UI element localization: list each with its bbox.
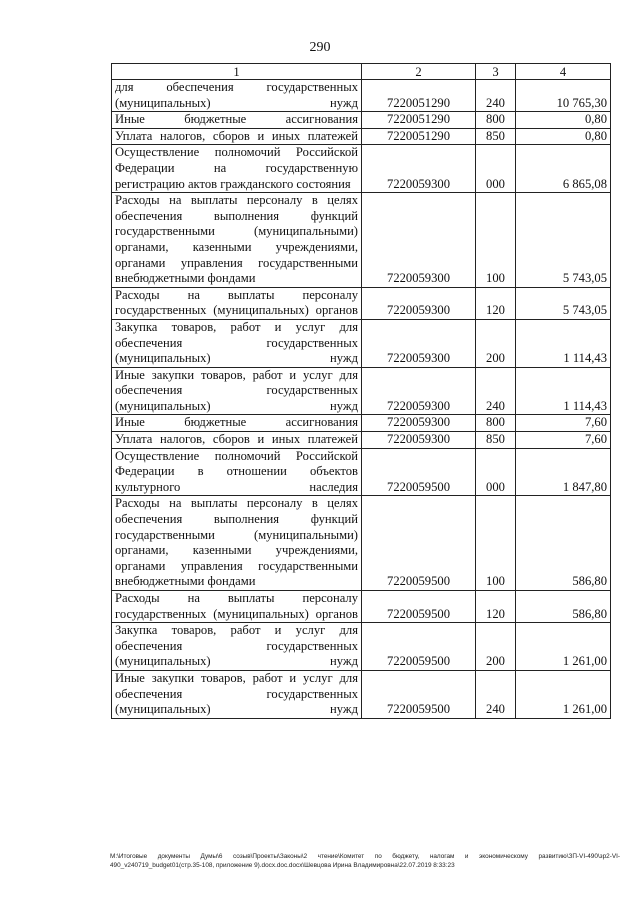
row-code-cell: 7220059300 — [362, 193, 476, 288]
table-row — [112, 112, 611, 129]
file-path-footer: M:\Итоговые документы Думы\6 созыв\Проекты\Законы\2 чтение\Комитет по бюджету, налогам и экономическому развитию\ЗП-VI-490\зр2-VI-490_v240719_budget01(стр.35-108, приложение 9).docx.doc.docx\Шевцова Ирина Владимировна\22.07.2019 8:33:23 — [110, 853, 620, 869]
row-amount-cell: 0,80 — [516, 112, 611, 129]
row-type-cell: 120 — [476, 287, 516, 319]
row-amount-cell: 7,60 — [516, 432, 611, 449]
row-code-cell: 7220059300 — [362, 432, 476, 449]
row-name-cell: Уплата налогов, сборов и иных платежей — [112, 128, 362, 145]
table-row — [112, 670, 611, 718]
row-amount-cell: 7,60 — [516, 415, 611, 432]
table-row — [112, 128, 611, 145]
table-row — [112, 448, 611, 496]
row-type-cell: 200 — [476, 623, 516, 671]
row-code-cell: 7220059500 — [362, 623, 476, 671]
row-amount-cell: 586,80 — [516, 496, 611, 591]
table-row — [112, 287, 611, 319]
row-code-cell: 7220059500 — [362, 496, 476, 591]
row-amount-cell: 6 865,08 — [516, 145, 611, 193]
row-type-cell: 000 — [476, 145, 516, 193]
row-name-cell: Расходы на выплаты персоналу государственных (муниципальных) органов — [112, 591, 362, 623]
column-header: 2 — [362, 64, 476, 80]
row-amount-cell: 5 743,05 — [516, 193, 611, 288]
table-row — [112, 145, 611, 193]
table-row — [112, 496, 611, 591]
row-name-cell: Иные закупки товаров, работ и услуг для обеспечения государственных (муниципальных) нужд — [112, 367, 362, 415]
table-row — [112, 319, 611, 367]
table-row — [112, 415, 611, 432]
table-row — [112, 623, 611, 671]
row-name-cell: Осуществление полномочий Российской Федерации на государственную регистрацию актов гражданского состояния — [112, 145, 362, 193]
row-code-cell: 7220059300 — [362, 145, 476, 193]
row-name-cell: Осуществление полномочий Российской Федерации в отношении объектов культурного наследия — [112, 448, 362, 496]
row-amount-cell: 1 114,43 — [516, 319, 611, 367]
row-type-cell: 800 — [476, 112, 516, 129]
table-header-row — [112, 64, 611, 80]
row-code-cell: 7220059300 — [362, 319, 476, 367]
row-name-cell: Расходы на выплаты персоналу государственных (муниципальных) органов — [112, 287, 362, 319]
row-type-cell: 200 — [476, 319, 516, 367]
page-number: 290 — [309, 40, 331, 55]
column-header: 3 — [476, 64, 516, 80]
row-type-cell: 850 — [476, 128, 516, 145]
row-name-cell: Расходы на выплаты персоналу в целях обеспечения выполнения функций государственными (муниципальными) органами, казенными учреждениями, органами управления государственными внебюджетными фондами — [112, 496, 362, 591]
row-type-cell: 100 — [476, 496, 516, 591]
row-amount-cell: 5 743,05 — [516, 287, 611, 319]
row-type-cell: 240 — [476, 670, 516, 718]
column-header: 4 — [516, 64, 611, 80]
table-row — [112, 367, 611, 415]
row-code-cell: 7220059500 — [362, 670, 476, 718]
row-name-cell: Иные бюджетные ассигнования — [112, 415, 362, 432]
row-amount-cell: 1 114,43 — [516, 367, 611, 415]
row-code-cell: 7220059300 — [362, 287, 476, 319]
row-amount-cell: 0,80 — [516, 128, 611, 145]
row-amount-cell: 1 261,00 — [516, 670, 611, 718]
row-name-cell: Иные бюджетные ассигнования — [112, 112, 362, 129]
row-code-cell: 7220059500 — [362, 591, 476, 623]
row-type-cell: 000 — [476, 448, 516, 496]
table-row — [112, 80, 611, 112]
row-type-cell: 100 — [476, 193, 516, 288]
row-name-cell: для обеспечения государственных (муниципальных) нужд — [112, 80, 362, 112]
row-type-cell: 240 — [476, 80, 516, 112]
row-name-cell: Уплата налогов, сборов и иных платежей — [112, 432, 362, 449]
budget-table — [111, 63, 611, 719]
row-name-cell: Иные закупки товаров, работ и услуг для обеспечения государственных (муниципальных) нужд — [112, 670, 362, 718]
table-row — [112, 432, 611, 449]
row-name-cell: Закупка товаров, работ и услуг для обеспечения государственных (муниципальных) нужд — [112, 319, 362, 367]
row-amount-cell: 1 261,00 — [516, 623, 611, 671]
row-type-cell: 120 — [476, 591, 516, 623]
row-code-cell: 7220051290 — [362, 128, 476, 145]
column-header: 1 — [112, 64, 362, 80]
row-type-cell: 240 — [476, 367, 516, 415]
row-code-cell: 7220051290 — [362, 80, 476, 112]
row-type-cell: 800 — [476, 415, 516, 432]
row-name-cell: Расходы на выплаты персоналу в целях обеспечения выполнения функций государственными (муниципальными) органами, казенными учреждениями, органами управления государственными внебюджетными фондами — [112, 193, 362, 288]
table-row — [112, 193, 611, 288]
table-row — [112, 591, 611, 623]
row-code-cell: 7220059500 — [362, 448, 476, 496]
row-name-cell: Закупка товаров, работ и услуг для обеспечения государственных (муниципальных) нужд — [112, 623, 362, 671]
row-amount-cell: 586,80 — [516, 591, 611, 623]
row-code-cell: 7220059300 — [362, 415, 476, 432]
row-amount-cell: 10 765,30 — [516, 80, 611, 112]
row-code-cell: 7220051290 — [362, 112, 476, 129]
row-code-cell: 7220059300 — [362, 367, 476, 415]
row-amount-cell: 1 847,80 — [516, 448, 611, 496]
row-type-cell: 850 — [476, 432, 516, 449]
